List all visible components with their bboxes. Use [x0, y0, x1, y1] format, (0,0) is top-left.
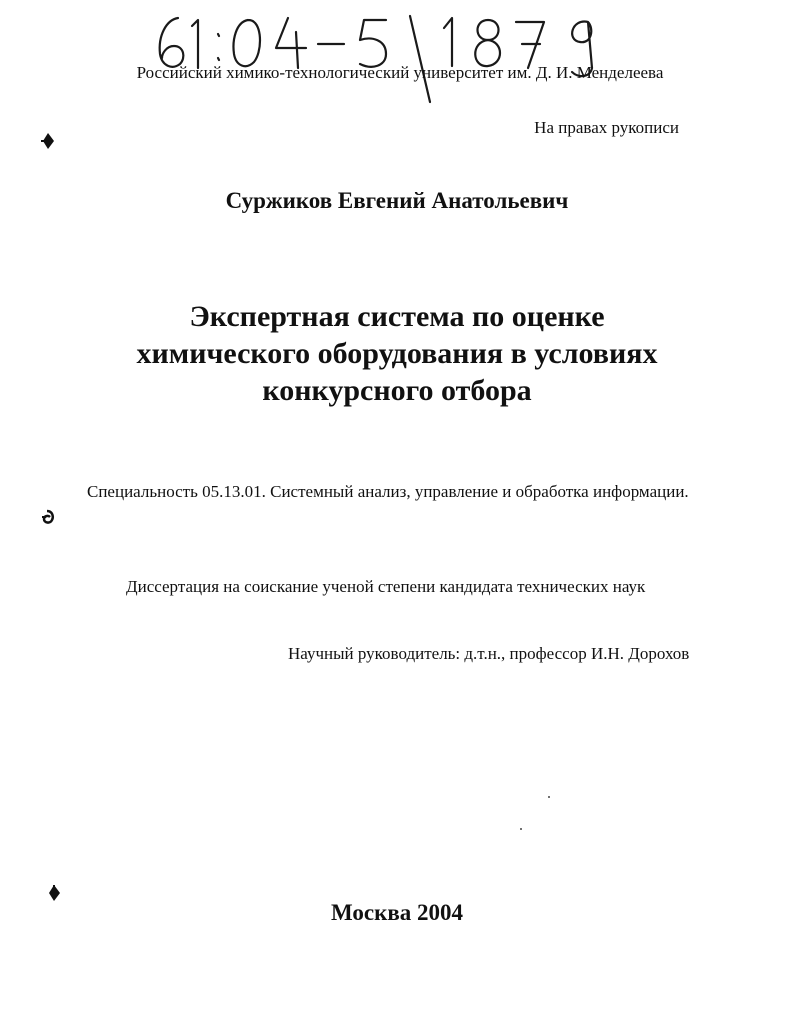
manuscript-rights-note: На правах рукописи — [534, 118, 679, 137]
supervisor-line: Научный руководитель: д.т.н., профессор И.Н. Дорохов — [288, 644, 690, 663]
university-name: Российский химико-технологический университет им. Д. И. Менделеева — [136, 63, 664, 82]
scan-speck — [548, 796, 550, 798]
author-name: Суржиков Евгений Анатольевич — [225, 188, 569, 213]
title-line: Экспертная система по оценке — [189, 300, 605, 333]
dissertation-degree-line: Диссертация на соискание ученой степени кандидата технических наук — [126, 577, 646, 596]
handwritten-archive-number — [148, 4, 618, 104]
scan-speck — [520, 828, 522, 830]
title-line: химического оборудования в условиях — [136, 337, 658, 370]
scan-mark-icon — [40, 508, 56, 526]
dissertation-title — [0, 298, 794, 409]
title-line: конкурсного отбора — [262, 374, 532, 407]
city-year: Москва 2004 — [330, 900, 464, 925]
scan-mark-icon — [40, 132, 56, 150]
specialty-line: Специальность 05.13.01. Системный анализ, управление и обработка информации. — [87, 482, 689, 501]
scan-mark-icon — [46, 884, 62, 902]
